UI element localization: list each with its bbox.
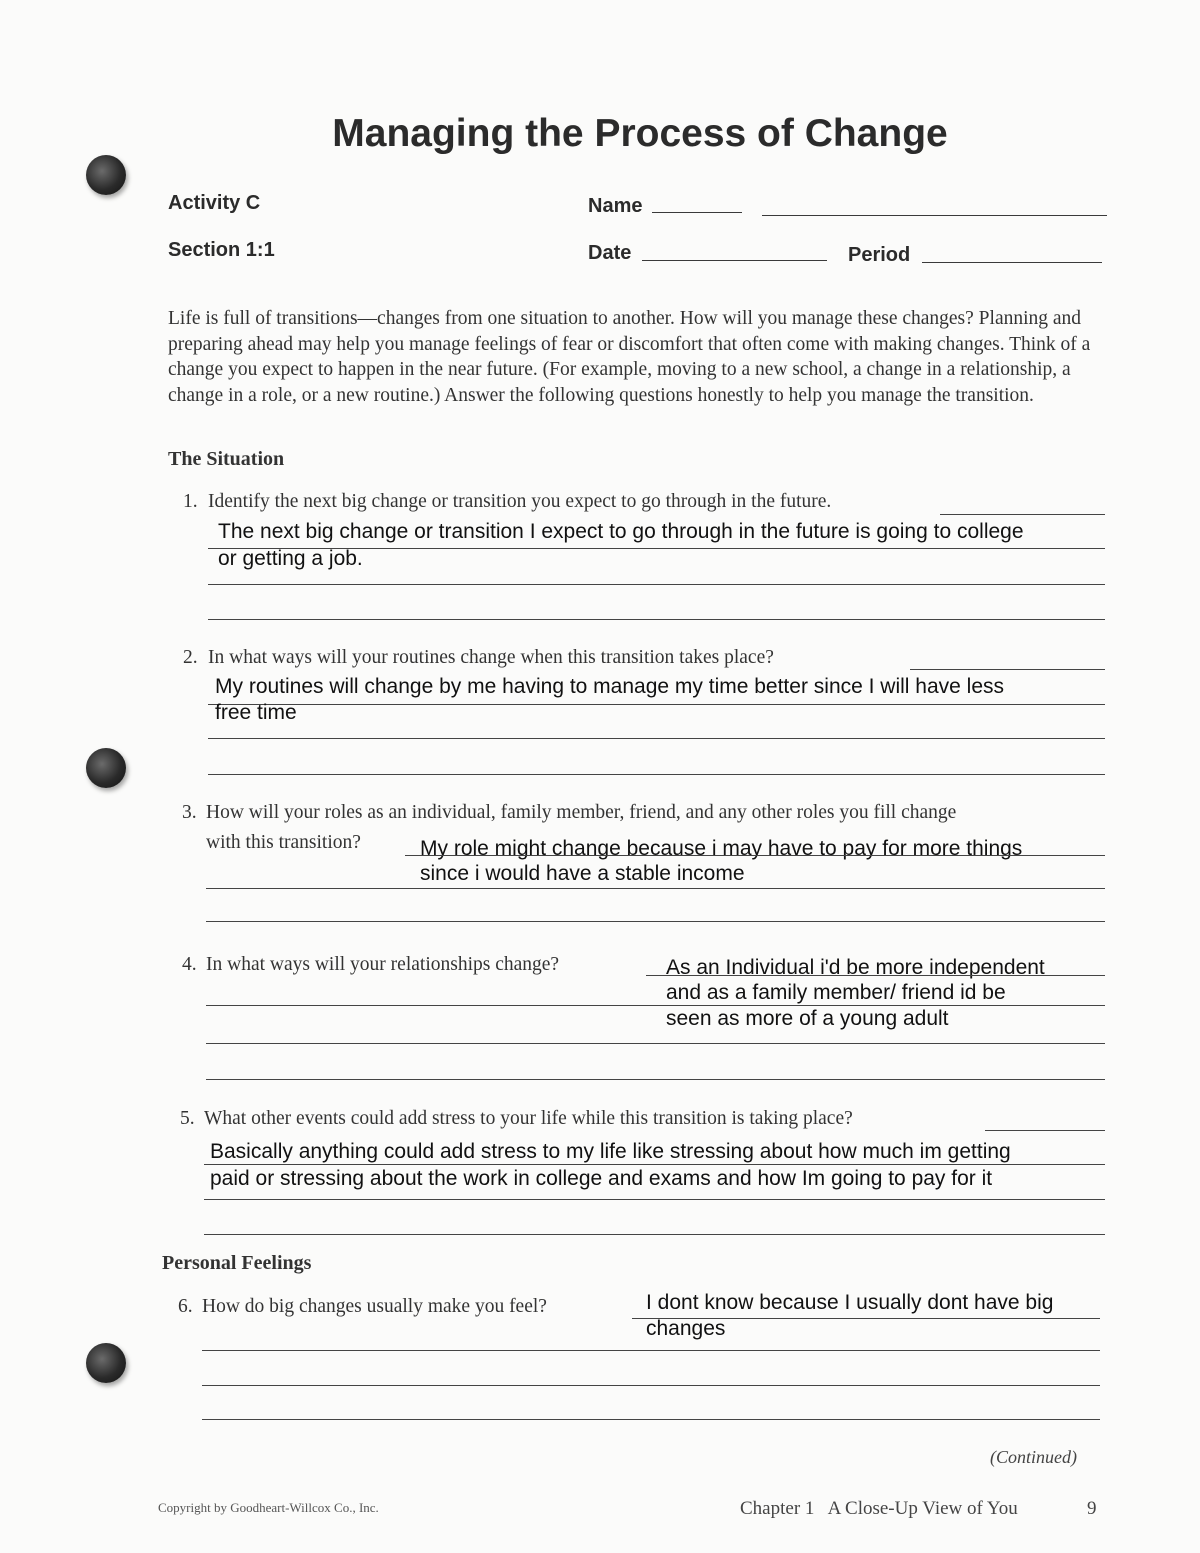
question-4-number: 4. (182, 954, 197, 975)
answer-5-line-2[interactable]: paid or stressing about the work in college and exams and how Im going to pay for it (210, 1167, 993, 1190)
question-3-prompt-cont: with this transition? (206, 832, 361, 853)
date-label: Date (588, 242, 632, 264)
copyright-text: Copyright by Goodheart-Willcox Co., Inc. (158, 1500, 379, 1515)
answer-line[interactable] (940, 514, 1105, 515)
answer-line[interactable] (206, 1005, 1105, 1006)
answer-line[interactable] (202, 1350, 1100, 1351)
question-3-number: 3. (182, 802, 197, 823)
section-heading-situation: The Situation (168, 448, 285, 470)
section-label: Section 1:1 (168, 239, 275, 261)
question-1-prompt: Identify the next big change or transition you expect to go through in the future. (208, 491, 832, 512)
answer-line[interactable] (646, 975, 1105, 976)
answer-line[interactable] (208, 584, 1105, 585)
answer-line[interactable] (208, 774, 1105, 775)
punch-hole-top (86, 155, 126, 195)
answer-line[interactable] (208, 704, 1105, 705)
answer-3-line-2[interactable]: since i would have a stable income (420, 862, 745, 885)
date-field[interactable] (642, 260, 827, 261)
punch-hole-middle (86, 748, 126, 788)
punch-hole-bottom (86, 1343, 126, 1383)
answer-2-line-2[interactable]: free time (215, 701, 297, 724)
answer-line[interactable] (985, 1130, 1105, 1131)
name-field-cont[interactable] (762, 215, 1107, 216)
question-1-number: 1. (183, 491, 198, 512)
chapter-footer: Chapter 1 A Close-Up View of You (740, 1498, 1018, 1519)
activity-label: Activity C (168, 192, 261, 214)
answer-1-line-2[interactable]: or getting a job. (218, 547, 363, 570)
answer-line[interactable] (208, 738, 1105, 739)
answer-line[interactable] (910, 669, 1105, 670)
answer-line[interactable] (202, 1385, 1100, 1386)
answer-1-line-1[interactable]: The next big change or transition I expect to go through in the future is going to college (218, 520, 1024, 543)
answer-line[interactable] (405, 855, 1105, 856)
answer-4-line-2[interactable]: and as a family member/ friend id be (666, 981, 1006, 1004)
question-6-prompt: How do big changes usually make you feel? (202, 1296, 547, 1317)
answer-6-line-2[interactable]: changes (646, 1317, 726, 1340)
name-label: Name (588, 195, 643, 217)
answer-5-line-1[interactable]: Basically anything could add stress to my life like stressing about how much im getting (210, 1140, 1011, 1163)
answer-line[interactable] (206, 921, 1105, 922)
question-2-number: 2. (183, 647, 198, 668)
answer-line[interactable] (206, 888, 1105, 889)
answer-line[interactable] (208, 619, 1105, 620)
section-heading-feelings: Personal Feelings (162, 1252, 312, 1274)
answer-line[interactable] (206, 1043, 1105, 1044)
continued-note: (Continued) (990, 1447, 1077, 1467)
answer-line[interactable] (204, 1164, 1105, 1165)
question-3-prompt: How will your roles as an individual, family member, friend, and any other roles you fill change (206, 802, 957, 823)
question-5-prompt: What other events could add stress to your life while this transition is taking place? (204, 1108, 853, 1129)
answer-line[interactable] (206, 1079, 1105, 1080)
intro-paragraph: Life is full of transitions—changes from one situation to another. How will you manage these changes? Planning and preparing ahead may help you manage feelings of fear or discomfort that often come with making changes. Think of a change you expect to happen in the near future. (For example, moving to a new school, a change in a relationship, a change in a role, or a new routine.) Answer the following questions honestly to help you manage the transition. (168, 308, 1091, 406)
question-2-prompt: In what ways will your routines change when this transition takes place? (208, 647, 774, 668)
answer-6-line-1[interactable]: I dont know because I usually dont have big (646, 1291, 1054, 1314)
name-field[interactable] (652, 212, 742, 213)
answer-2-line-1[interactable]: My routines will change by me having to manage my time better since I will have less (215, 675, 1005, 698)
question-6-number: 6. (178, 1296, 193, 1317)
question-5-number: 5. (180, 1108, 195, 1129)
question-4-prompt: In what ways will your relationships change? (206, 954, 560, 975)
answer-4-line-3[interactable]: seen as more of a young adult (666, 1007, 949, 1030)
page-number: 9 (1087, 1498, 1097, 1519)
answer-3-line-1[interactable]: My role might change because i may have to pay for more things (420, 837, 1023, 860)
answer-line[interactable] (204, 1234, 1105, 1235)
answer-4-line-1[interactable]: As an Individual i'd be more independent (666, 956, 1045, 979)
period-field[interactable] (922, 262, 1102, 263)
answer-line[interactable] (202, 1419, 1100, 1420)
answer-line[interactable] (204, 1199, 1105, 1200)
page-title: Managing the Process of Change (332, 112, 948, 155)
period-label: Period (848, 244, 911, 266)
